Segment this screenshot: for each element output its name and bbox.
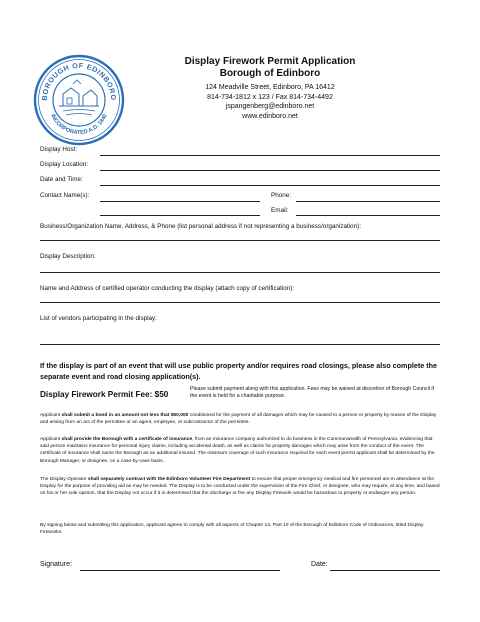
fee-note: Please submit payment along with this application. Fees may be waived at discretion of Borough Council if the event is held for a charitable purpose. <box>190 386 434 400</box>
permit-fee: Display Firework Permit Fee: $50 <box>40 390 169 399</box>
display-location-label: Display Location: <box>40 161 88 168</box>
address: 124 Meadville Street, Edinboro, PA 16412 <box>205 84 335 91</box>
display-host-label: Display Host: <box>40 146 78 153</box>
insurance-requirement: shall provide the Borough with a certificate of insurance <box>61 437 193 442</box>
display-host-field[interactable] <box>100 155 440 156</box>
fire-requirement: shall separately contract with the Edinboro Volunteer Fire Department <box>87 477 251 482</box>
display-description-field[interactable] <box>40 272 440 273</box>
svg-text:INCORPORATED A.D. 1840 <box>49 113 109 136</box>
signature-field[interactable] <box>80 570 280 571</box>
business-field[interactable] <box>40 240 440 241</box>
phone-fax: 814-734-1812 x 123 / Fax 814-734-4492 <box>207 93 333 101</box>
road-closing-notice: If the display is part of an event that will use public property and/or requires road closings, please also complete the separate event and road closing application(s). <box>40 361 438 381</box>
insurance-text: Applicant <box>40 437 62 442</box>
business-label: Business/Organization Name, Address, & Phone (list personal address if not representing a business/organization): <box>40 223 361 230</box>
fire-text-rest: to ensure that proper emergency medical and fire personnel are in attendance at the Display for the purpose of providing aid as may be needed. The Display is to be conducted under the supervision of the Fire Chief, or designee, who may require, at any time, and based on his or her sole opinion, that the Display not occur if it is determined that the discharge or fire any Display Firework would be hazardous to property or endanger any person. <box>40 477 440 497</box>
agreement-paragraph: By signing below and submitting this application, applicant agrees to comply with all aspects of Chapter 13, Part 10 of the Borough of Edinboro Code of Ordinances, titled Display Fireworks. <box>40 523 424 536</box>
seal-scene-icon <box>59 80 99 115</box>
insurance-text-rest: , from an insurance company authorized to do business in the Commonwealth of Pennsylvania, evidencing that said person maintains insurance for personal injury claims, including accidental death, as well as claims for property damages which may arise from the conduct of the event. The certificate of insurance shall name the Borough as an additional insured. The minimum coverage of such insurance required for each event permit applicant shall be determined by the Borough Manager, or designee, on a case-by-case basis. <box>40 437 435 464</box>
display-location-field[interactable] <box>100 170 440 171</box>
phone-label: Phone: <box>271 192 291 199</box>
fire-text: The Display Operator <box>40 477 88 482</box>
date-time-field[interactable] <box>100 185 440 186</box>
bond-requirement: shall submit a bond in an amount not less that $50,000 <box>61 413 189 418</box>
display-description-label: Display Description: <box>40 253 96 260</box>
contact-names-label: Contact Name(s): <box>40 192 90 199</box>
date-label: Date: <box>311 561 328 568</box>
website: www.edinboro.net <box>242 112 298 120</box>
operator-label: Name and Address of certified operator conducting the display (attach copy of certification): <box>40 285 295 292</box>
contact-names-field[interactable] <box>100 201 260 202</box>
page-title <box>140 56 400 80</box>
fire-department-paragraph <box>40 476 440 498</box>
seal-text-bottom: INCORPORATED A.D. 1840 <box>49 113 109 137</box>
vendors-label: List of vendors participating in the display: <box>40 315 157 322</box>
borough-seal <box>33 54 125 146</box>
bond-text-rest: conditioned for the payment of all damages which may be caused to a person or property by reason of the Display and arising from an act of the permittee or an agent, employee, or subcontractor of the permittee. <box>40 413 437 426</box>
phone-field[interactable] <box>296 201 440 202</box>
signature-label: Signature: <box>40 561 72 568</box>
form-title: Display Firework Permit Application <box>184 56 356 67</box>
seal-text-top: BOROUGH OF EDINBORO <box>39 60 119 101</box>
vendors-field[interactable] <box>40 344 440 345</box>
date-time-label: Date and Time: <box>40 176 83 183</box>
date-field[interactable] <box>330 570 440 571</box>
email-field[interactable] <box>296 215 440 216</box>
contact-block <box>140 83 400 121</box>
email-address: jspangenberg@edinboro.net <box>225 103 315 111</box>
email-label: Email: <box>271 207 289 214</box>
bond-text: Applicant <box>40 413 62 418</box>
bond-paragraph <box>40 412 440 426</box>
borough-name: Borough of Edinboro <box>219 68 321 79</box>
contact-names-field-2[interactable] <box>100 215 260 216</box>
operator-field[interactable] <box>40 302 440 303</box>
insurance-paragraph <box>40 436 440 465</box>
